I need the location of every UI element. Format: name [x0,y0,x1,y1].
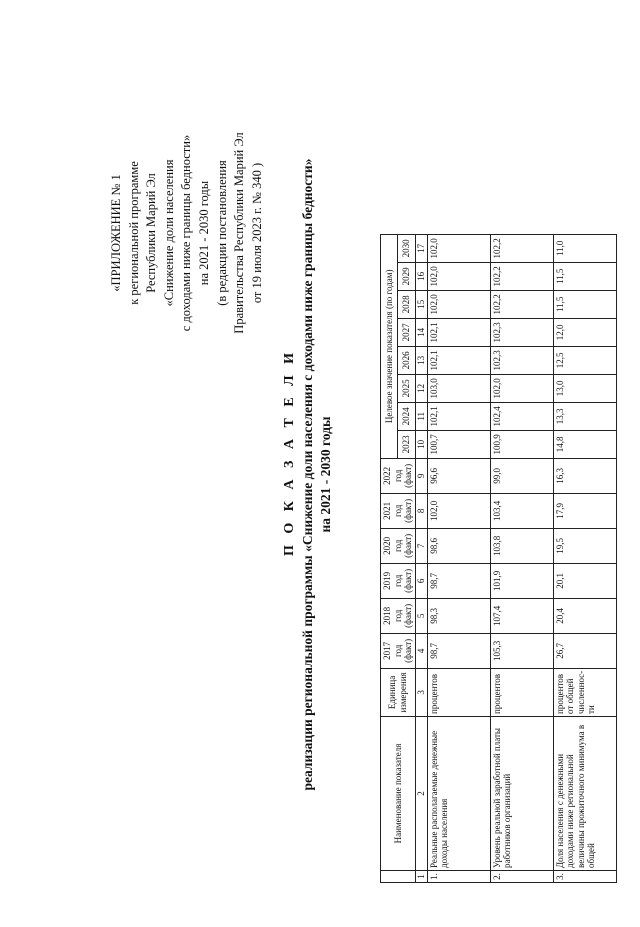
table-row [427,234,490,882]
header-cell-target-year: 2026 [398,346,415,374]
document-period: на 2021 - 2030 годы [318,416,333,533]
column-number: 2 [415,717,427,871]
header-cell-year: 2017 год (факт) [381,633,416,668]
indicator-name: Реальные располагаемые денежные доходы населения [427,717,490,871]
value-cell: 102,2 [490,290,553,318]
value-cell: 11,5 [553,290,616,318]
header-cell-year: 2021 год (факт) [381,493,416,528]
value-cell: 102,3 [490,318,553,346]
column-number: 9 [415,458,427,493]
appendix-line: Республики Марий Эл [144,173,159,293]
value-cell: 102,0 [427,290,490,318]
value-cell: 102,2 [490,234,553,262]
table-header-row [381,234,398,882]
value-cell: 102,0 [427,262,490,290]
table-row [490,234,553,882]
row-number: 2. [490,871,553,883]
row-number: 3. [553,871,616,883]
column-number: 4 [415,633,427,668]
header-cell-target-year: 2027 [398,318,415,346]
value-cell: 102,0 [490,374,553,402]
header-cell-target-year: 2024 [398,402,415,430]
column-number: 7 [415,528,427,563]
column-number: 8 [415,493,427,528]
value-cell: 101,9 [490,563,553,598]
value-cell: 16,3 [553,458,616,493]
value-cell: 105,3 [490,633,553,668]
column-number: 15 [415,290,427,318]
value-cell: 17,9 [553,493,616,528]
appendix-line: на 2021 - 2030 годы [196,180,211,286]
indicator-name: Уровень реальной заработной платы работников организаций [490,717,553,871]
document-subtitle: реализации региональной программы «Снижение доли населения с доходами ниже границы бедности» [300,158,315,791]
header-cell-name: Наименование показателя [381,717,416,871]
header-cell [381,871,416,883]
table-row [553,234,616,882]
appendix-line: от 19 июля 2023 г. № 340 ) [249,162,264,304]
document-title: П О К А З А Т Е Л И [282,348,297,557]
value-cell: 13,3 [553,402,616,430]
column-number: 5 [415,598,427,633]
value-cell: 96,6 [427,458,490,493]
appendix-line: (в редакции постановления [214,160,229,306]
value-cell: 102,1 [427,318,490,346]
value-cell: 103,0 [427,374,490,402]
indicator-unit: процентов от общей численнос-ти [553,668,616,716]
appendix-line: «Снижение доли населения [161,159,176,307]
header-cell-year: 2019 год (факт) [381,563,416,598]
header-cell-target-group: Целевое значение показателя (по годам) [381,234,398,458]
header-cell-target-year: 2030 [398,234,415,262]
column-number: 11 [415,402,427,430]
value-cell: 98,7 [427,563,490,598]
value-cell: 102,4 [490,402,553,430]
value-cell: 12,0 [553,318,616,346]
column-number: 16 [415,262,427,290]
value-cell: 100,7 [427,430,490,458]
value-cell: 99,0 [490,458,553,493]
header-cell-target-year: 2028 [398,290,415,318]
column-number-row [415,234,427,882]
value-cell: 100,9 [490,430,553,458]
value-cell: 102,2 [490,262,553,290]
row-number: 1. [427,871,490,883]
value-cell: 11,5 [553,262,616,290]
appendix-header [108,103,266,363]
value-cell: 12,5 [553,346,616,374]
value-cell: 26,7 [553,633,616,668]
header-cell-unit: Единица измерения [381,668,416,716]
column-number: 12 [415,374,427,402]
appendix-line: с доходами ниже границы бедности» [179,134,194,332]
value-cell: 11,0 [553,234,616,262]
column-number: 10 [415,430,427,458]
value-cell: 13,0 [553,374,616,402]
value-cell: 107,4 [490,598,553,633]
value-cell: 19,5 [553,528,616,563]
value-cell: 98,6 [427,528,490,563]
value-cell: 98,3 [427,598,490,633]
column-number: 13 [415,346,427,374]
header-cell-year: 2022 год (факт) [381,458,416,493]
value-cell: 102,3 [490,346,553,374]
column-number: 14 [415,318,427,346]
value-cell: 102,0 [427,234,490,262]
value-cell: 103,4 [490,493,553,528]
header-cell-target-year: 2025 [398,374,415,402]
header-cell-year: 2020 год (факт) [381,528,416,563]
column-number: 3 [415,668,427,716]
indicator-name: Доля населения с денежными доходами ниже региональной величины прожиточного минимума в общей [553,717,616,871]
column-number: 1 [415,871,427,883]
value-cell: 20,4 [553,598,616,633]
column-number: 17 [415,234,427,262]
value-cell: 102,1 [427,346,490,374]
appendix-line: «ПРИЛОЖЕНИЕ № 1 [109,174,123,292]
indicator-unit: процентов [427,668,490,716]
value-cell: 102,0 [427,493,490,528]
header-cell-target-year: 2029 [398,262,415,290]
indicator-unit: процентов [490,668,553,716]
indicators-table [380,234,617,883]
header-cell-year: 2018 год (факт) [381,598,416,633]
value-cell: 14,8 [553,430,616,458]
value-cell: 103,8 [490,528,553,563]
value-cell: 20,1 [553,563,616,598]
value-cell: 98,7 [427,633,490,668]
header-cell-target-year: 2023 [398,430,415,458]
appendix-line: к региональной программе [126,161,141,305]
appendix-line: Правительства Республики Марий Эл [232,132,247,334]
column-number: 6 [415,563,427,598]
value-cell: 102,1 [427,402,490,430]
